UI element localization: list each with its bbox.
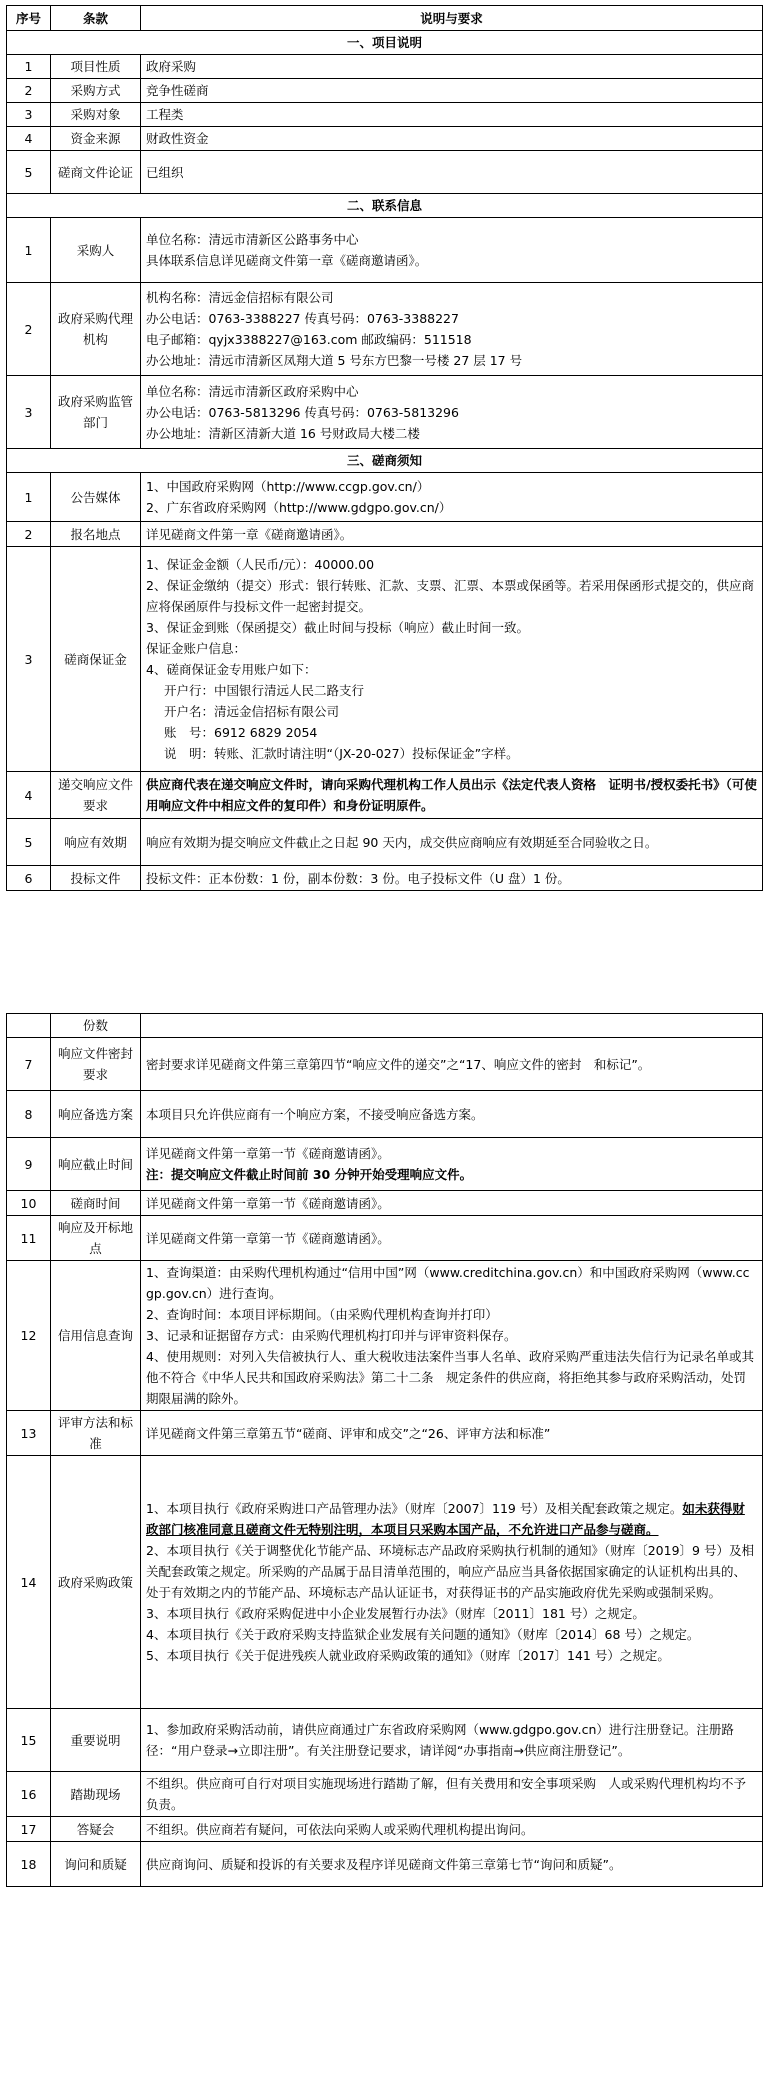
row-desc — [141, 1709, 763, 1772]
row-desc — [141, 1038, 763, 1091]
row-desc — [141, 772, 763, 819]
table-page-2 — [6, 1013, 763, 1887]
desc-line: 密封要求详见磋商文件第三章第四节“响应文件的递交”之“17、响应文件的密封 和标记”。 — [146, 1056, 651, 1072]
desc-line: 4、磋商保证金专用账户如下： — [146, 662, 317, 677]
desc-line: 3、保证金到账（保函提交）截止时间与投标（响应）截止时间一致。 — [146, 620, 529, 635]
desc-line: 响应有效期为提交响应文件截止之日起 90 天内，成交供应商响应有效期延至合同验收之日。 — [146, 834, 658, 850]
row-desc: 工程类 — [141, 103, 763, 127]
row-clause: 响应截止时间 — [51, 1138, 141, 1191]
table-row — [7, 151, 763, 194]
row-number: 3 — [7, 547, 51, 772]
row-desc — [141, 473, 763, 522]
desc-line: 说 明：转账、汇款时请注明“（JX-20-027）投标保证金”字样。 — [164, 746, 519, 761]
row-clause: 响应备选方案 — [51, 1091, 141, 1138]
row-number: 4 — [7, 772, 51, 819]
section-title: 二、联系信息 — [7, 194, 763, 218]
desc-line: 开户名：清远金信招标有限公司 — [164, 704, 340, 719]
row-desc — [141, 283, 763, 376]
section-row — [7, 31, 763, 55]
table-row — [7, 79, 763, 103]
table-row — [7, 1842, 763, 1887]
desc-line: 不组织。供应商若有疑问，可依法向采购人或采购代理机构提出询问。 — [146, 1821, 534, 1837]
desc-line: 开户行：中国银行清远人民二路支行 — [164, 683, 365, 698]
row-number: 13 — [7, 1411, 51, 1456]
desc-line: 办公电话：0763-5813296 传真号码：0763-5813296 — [146, 404, 459, 420]
desc-line: 详见磋商文件第一章第一节《磋商邀请函》。 — [146, 1230, 390, 1246]
row-number: 12 — [7, 1261, 51, 1411]
desc-line: 2、本项目执行《关于调整优化节能产品、环境标志产品政府采购执行机制的通知》（财库〔2019〕9 号）及相关配套政策之规定。所采购的产品属于品目清单范围的，响应产品应当具备依据国家确定的认证机构出具的、处于有效期之内的节能产品、环境标志产品认证证书，对获得证书的产品实施政府优先采购或强制采购。 — [146, 1543, 754, 1600]
desc-line: 详见磋商文件第一章第一节《磋商邀请函》。 — [146, 1195, 390, 1211]
row-number: 2 — [7, 283, 51, 376]
requirements-table — [6, 5, 763, 891]
row-clause: 投标文件 — [51, 866, 141, 891]
desc-line: 2、查询时间：本项目评标期间。（由采购代理机构查询并打印） — [146, 1307, 498, 1322]
table-row — [7, 1709, 763, 1772]
desc-line: 办公地址：清新区清新大道 16 号财政局大楼二楼 — [146, 425, 420, 441]
row-number: 10 — [7, 1191, 51, 1216]
section-title: 三、磋商须知 — [7, 449, 763, 473]
desc-line: 电子邮箱：qyjx3388227@163.com 邮政编码：511518 — [146, 332, 472, 347]
header-desc: 说明与要求 — [141, 6, 763, 31]
row-clause: 响应文件密封要求 — [51, 1038, 141, 1091]
desc-line: 办公电话：0763-3388227 传真号码：0763-3388227 — [146, 311, 459, 326]
table-row — [7, 103, 763, 127]
row-number — [7, 1014, 51, 1038]
table-row — [7, 1038, 763, 1091]
row-desc — [141, 1772, 763, 1817]
table-row — [7, 283, 763, 376]
row-clause: 政府采购代理机构 — [51, 283, 141, 376]
row-desc — [141, 1216, 763, 1261]
row-desc — [141, 1411, 763, 1456]
desc-line: 5、本项目执行《关于促进残疾人就业政府采购政策的通知》（财库〔2017〕141 号）之规定。 — [146, 1648, 670, 1663]
row-number: 18 — [7, 1842, 51, 1887]
row-number: 14 — [7, 1456, 51, 1709]
desc-line: 1、保证金金额（人民币/元）：40000.00 — [146, 557, 375, 572]
table-row — [7, 547, 763, 772]
table-row — [7, 1091, 763, 1138]
table-row — [7, 1456, 763, 1709]
desc-line: 具体联系信息详见磋商文件第一章《磋商邀请函》。 — [146, 253, 428, 268]
row-number: 5 — [7, 819, 51, 866]
row-clause: 响应及开标地点 — [51, 1216, 141, 1261]
table-row — [7, 55, 763, 79]
desc-line: 单位名称：清远市清新区公路事务中心 — [146, 232, 359, 247]
desc-line: 办公地址：清远市清新区凤翔大道 5 号东方巴黎一号楼 27 层 17 号 — [146, 353, 523, 368]
desc-line: 详见磋商文件第三章第五节“磋商、评审和成交”之“26、评审方法和标准” — [146, 1425, 551, 1441]
row-number: 7 — [7, 1038, 51, 1091]
desc-line: 1、中国政府采购网（http://www.ccgp.gov.cn/） — [146, 479, 430, 494]
row-number: 9 — [7, 1138, 51, 1191]
row-number: 3 — [7, 103, 51, 127]
row-number: 8 — [7, 1091, 51, 1138]
row-desc — [141, 1456, 763, 1709]
table-row — [7, 819, 763, 866]
row-clause: 询问和质疑 — [51, 1842, 141, 1887]
desc-line: 本项目只允许供应商有一个响应方案，不接受响应备选方案。 — [146, 1106, 484, 1122]
table-row — [7, 866, 763, 891]
table-row — [7, 218, 763, 283]
row-number: 15 — [7, 1709, 51, 1772]
row-desc — [141, 522, 763, 547]
desc-line: 不组织。供应商可自行对项目实施现场进行踏勘了解，但有关费用和安全事项采购 人或采购代理机构均不予负责。 — [146, 1776, 747, 1812]
row-number: 17 — [7, 1817, 51, 1842]
row-clause: 资金来源 — [51, 127, 141, 151]
table-row — [7, 1138, 763, 1191]
table-row — [7, 1817, 763, 1842]
desc-text: 1、本项目执行《政府采购进口产品管理办法》（财库〔2007〕119 号）及相关配套政策之规定。 — [146, 1501, 683, 1516]
row-number: 11 — [7, 1216, 51, 1261]
row-clause: 响应有效期 — [51, 819, 141, 866]
row-number: 1 — [7, 55, 51, 79]
row-clause: 答疑会 — [51, 1817, 141, 1842]
header-no: 序号 — [7, 6, 51, 31]
desc-line: 单位名称：清远市清新区政府采购中心 — [146, 383, 359, 399]
row-desc: 已组织 — [141, 151, 763, 194]
row-number: 6 — [7, 866, 51, 891]
desc-line: 1、查询渠道：由采购代理机构通过“信用中国”网（www.creditchina.gov.cn）和中国政府采购网（www.ccgp.gov.cn）进行查询。 — [146, 1265, 750, 1301]
row-number: 4 — [7, 127, 51, 151]
header-row — [7, 6, 763, 31]
row-clause: 采购人 — [51, 218, 141, 283]
desc-line: 机构名称：清远金信招标有限公司 — [146, 290, 334, 305]
table-row — [7, 1772, 763, 1817]
desc-paragraph — [146, 1498, 757, 1540]
desc-line: 4、使用规则：对列入失信被执行人、重大税收违法案件当事人名单、政府采购严重违法失信行为记录名单或其他不符合《中华人民共和国政府采购法》第二十二条 规定条件的供应商，将拒绝其参与政府采购活动，处罚期限届满的除外。 — [146, 1349, 754, 1406]
row-desc — [141, 819, 763, 866]
section-row — [7, 194, 763, 218]
desc-line: 注：提交响应文件截止时间前 30 分钟开始受理响应文件。 — [146, 1167, 473, 1182]
header-clause: 条款 — [51, 6, 141, 31]
row-desc — [141, 1014, 763, 1038]
row-desc — [141, 376, 763, 449]
row-number: 2 — [7, 522, 51, 547]
row-clause: 项目性质 — [51, 55, 141, 79]
row-clause: 采购方式 — [51, 79, 141, 103]
table-row — [7, 1191, 763, 1216]
table-row — [7, 1216, 763, 1261]
row-clause: 政府采购监管部门 — [51, 376, 141, 449]
row-desc: 竞争性磋商 — [141, 79, 763, 103]
section-row — [7, 449, 763, 473]
desc-line: 投标文件：正本份数：1 份，副本份数：3 份。电子投标文件（U 盘）1 份。 — [146, 870, 570, 886]
row-clause: 采购对象 — [51, 103, 141, 127]
desc-line: 详见磋商文件第一章《磋商邀请函》。 — [146, 526, 353, 542]
row-desc — [141, 218, 763, 283]
row-desc: 政府采购 — [141, 55, 763, 79]
desc-line: 详见磋商文件第一章第一节《磋商邀请函》。 — [146, 1146, 390, 1161]
row-clause: 份数 — [51, 1014, 141, 1038]
row-clause: 磋商文件论证 — [51, 151, 141, 194]
row-clause: 踏勘现场 — [51, 1772, 141, 1817]
desc-line: 3、记录和证据留存方式：由采购代理机构打印并与评审资料保存。 — [146, 1328, 517, 1343]
row-clause: 公告媒体 — [51, 473, 141, 522]
row-desc — [141, 866, 763, 891]
row-number: 16 — [7, 1772, 51, 1817]
row-number: 5 — [7, 151, 51, 194]
table-page-1 — [6, 5, 763, 891]
desc-line: 2、广东省政府采购网（http://www.gdgpo.gov.cn/） — [146, 500, 452, 515]
desc-line: 供应商询问、质疑和投诉的有关要求及程序详见磋商文件第三章第七节“询问和质疑”。 — [146, 1856, 622, 1872]
row-desc — [141, 1261, 763, 1411]
section-title: 一、项目说明 — [7, 31, 763, 55]
desc-emphasis: 如未获得财政部门核准同意且磋商文件无特别注明，本项目只采购本国产品，不允许进口产品参与磋商。 — [146, 1501, 745, 1537]
row-number: 2 — [7, 79, 51, 103]
row-clause: 磋商保证金 — [51, 547, 141, 772]
table-row — [7, 473, 763, 522]
row-clause: 递交响应文件要求 — [51, 772, 141, 819]
desc-line: 4、本项目执行《关于政府采购支持监狱企业发展有关问题的通知》（财库〔2014〕68 号）之规定。 — [146, 1627, 700, 1642]
table-row — [7, 772, 763, 819]
row-number: 1 — [7, 218, 51, 283]
desc-line: 3、本项目执行《政府采购促进中小企业发展暂行办法》（财库〔2011〕181 号）之规定。 — [146, 1606, 645, 1621]
row-desc — [141, 1091, 763, 1138]
row-desc — [141, 1138, 763, 1191]
table-row — [7, 1261, 763, 1411]
requirements-table-continued — [6, 1013, 763, 1887]
desc-line: 保证金账户信息： — [146, 641, 247, 656]
row-desc — [141, 1191, 763, 1216]
row-clause: 报名地点 — [51, 522, 141, 547]
table-row — [7, 127, 763, 151]
row-clause: 磋商时间 — [51, 1191, 141, 1216]
row-desc — [141, 1842, 763, 1887]
row-clause: 评审方法和标准 — [51, 1411, 141, 1456]
row-clause: 信用信息查询 — [51, 1261, 141, 1411]
row-desc — [141, 547, 763, 772]
table-row — [7, 376, 763, 449]
row-number: 1 — [7, 473, 51, 522]
continuation-row — [7, 1014, 763, 1038]
table-row — [7, 1411, 763, 1456]
desc-line: 账 号：6912 6829 2054 — [164, 725, 318, 740]
row-clause: 重要说明 — [51, 1709, 141, 1772]
row-desc: 财政性资金 — [141, 127, 763, 151]
table-row — [7, 522, 763, 547]
row-number: 3 — [7, 376, 51, 449]
desc-line: 供应商代表在递交响应文件时，请向采购代理机构工作人员出示《法定代表人资格 证明书/授权委托书》（可使用响应文件中相应文件的复印件）和身份证明原件。 — [146, 777, 757, 813]
row-desc — [141, 1817, 763, 1842]
desc-line: 2、保证金缴纳（提交）形式：银行转账、汇款、支票、汇票、本票或保函等。若采用保函形式提交的，供应商应将保函原件与投标文件一起密封提交。 — [146, 578, 754, 614]
row-clause: 政府采购政策 — [51, 1456, 141, 1709]
desc-line: 1、参加政府采购活动前，请供应商通过广东省政府采购网（www.gdgpo.gov.cn）进行注册登记。注册路径：“用户登录→立即注册”。有关注册登记要求，请详阅“办事指南→供应商注册登记”。 — [146, 1722, 734, 1758]
